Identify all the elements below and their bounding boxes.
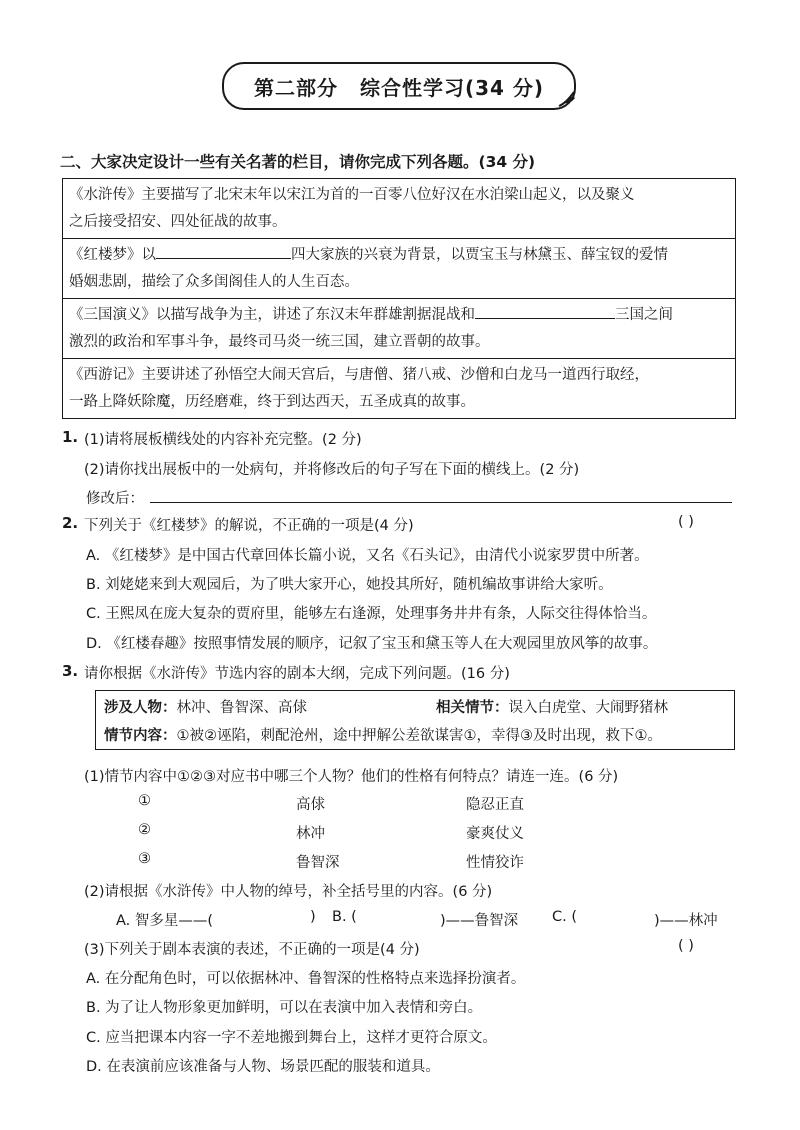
board-text: 《红楼梦》以 [69, 247, 156, 263]
people-value: 林冲、鲁智深、高俅 [176, 700, 307, 716]
leaf-icon [556, 88, 578, 110]
q3-option-b: B. 为了让人物形象更加鲜明，可以在表演中加入表情和旁白。 [86, 1000, 483, 1016]
board-text: 三国之间 [615, 307, 673, 323]
match-trait[interactable]: 性情狡诈 [466, 855, 524, 871]
board-cell-sanguo [63, 298, 735, 358]
board-cell-honglou [63, 238, 735, 298]
nickname-c: C. ( [552, 909, 577, 925]
part-title: 综合性学习(34 分) [359, 75, 545, 100]
board-text: 之后接受招安、四处征战的故事。 [69, 214, 287, 230]
q2-option-d: D. 《红楼春趣》按照事情发展的顺序，记叙了宝玉和黛玉等人在大观园里放风筝的故事。 [86, 636, 658, 652]
answer-line[interactable] [150, 502, 732, 503]
content-label: 情节内容： [104, 728, 177, 744]
match-num[interactable]: ③ [138, 851, 151, 867]
board-text: 《西游记》主要讲述了孙悟空大闹天宫后，与唐僧、猪八戒、沙僧和白龙马一道西行取经， [69, 367, 649, 383]
script-outline-box [95, 690, 735, 750]
plot-value: 误入白虎堂、大闹野猪林 [508, 700, 668, 716]
question-number: 3. [62, 662, 79, 680]
board-text: 一路上降妖除魔，历经磨难，终于到达西天，五圣成真的故事。 [69, 394, 475, 410]
q1-part1: (1)请将展板横线处的内容补充完整。(2 分) [84, 432, 362, 448]
q2-option-a: A. 《红楼梦》是中国古代章回体长篇小说，又名《石头记》，由清代小说家罗贯中所著。 [86, 548, 649, 564]
question-number: 2. [62, 514, 79, 532]
q3-option-c: C. 应当把课本内容一字不差地搬到舞台上，这样才更符合原文。 [86, 1030, 497, 1046]
board-cell-xiyou [63, 358, 735, 418]
people-label: 涉及人物： [104, 700, 177, 716]
nickname-c-close: )——林冲 [654, 913, 718, 929]
q3-option-d: D. 在表演前应该准备与人物、场景匹配的服装和道具。 [86, 1059, 440, 1075]
q1-part2: (2)请你找出展板中的一处病句，并将修改后的句子写在下面的横线上。(2 分) [84, 462, 580, 478]
fill-blank-2[interactable] [475, 302, 615, 319]
q2-option-c: C. 王熙凤在庞大复杂的贾府里，能够左右逢源，处理事务井井有条，人际交往得体恰当。 [86, 606, 657, 622]
q3-stem: 请你根据《水浒传》节选内容的剧本大纲，完成下列问题。(16 分) [84, 666, 510, 682]
match-trait[interactable]: 隐忍正直 [466, 797, 524, 813]
match-name[interactable]: 高俅 [296, 797, 325, 813]
q3-option-a: A. 在分配角色时，可以依据林冲、鲁智深的性格特点来选择扮演者。 [86, 971, 526, 987]
match-trait[interactable]: 豪爽仗义 [466, 826, 524, 842]
section-heading: 二、大家决定设计一些有关名著的栏目，请你完成下列各题。(34 分) [60, 153, 536, 171]
part-label: 第二部分 [253, 75, 338, 100]
nickname-a: A. 智多星——( [116, 913, 214, 929]
nickname-b-close: )——鲁智深 [440, 913, 519, 929]
board-text: 《水浒传》主要描写了北宋末年以宋江为首的一百零八位好汉在水泊梁山起义，以及聚义 [69, 187, 635, 203]
revision-label: 修改后： [86, 491, 144, 507]
q3-sub3: (3)下列关于剧本表演的表述，不正确的一项是(4 分) [84, 942, 420, 958]
match-name[interactable]: 林冲 [296, 826, 325, 842]
plot-label: 相关情节： [436, 700, 509, 716]
fill-blank-1[interactable] [156, 242, 291, 259]
question-number: 1. [62, 428, 79, 446]
board-text: 激烈的政治和军事斗争，最终司马炎一统三国，建立晋朝的故事。 [69, 334, 490, 350]
exhibition-board [62, 178, 736, 419]
board-cell-shuihu [63, 179, 735, 238]
match-num[interactable]: ① [138, 793, 151, 809]
board-text: 《三国演义》以描写战争为主，讲述了东汉末年群雄割据混战和 [69, 307, 475, 323]
q3-sub2: (2)请根据《水浒传》中人物的绰号，补全括号里的内容。(6 分) [84, 884, 493, 900]
board-text: 婚姻悲剧，描绘了众多闺阁佳人的人生百态。 [69, 274, 359, 290]
q2-stem: 下列关于《红楼梦》的解说，不正确的一项是(4 分) [84, 518, 414, 534]
q3-sub1: (1)情节内容中①②③对应书中哪三个人物？他们的性格有何特点？请连一连。(6 分) [84, 769, 619, 785]
match-num[interactable]: ② [138, 822, 151, 838]
content-value: ①被②诬陷，刺配沧州，途中押解公差欲谋害①，幸得③及时出现，救下①。 [176, 728, 662, 744]
q2-option-b: B. 刘姥姥来到大观园后，为了哄大家开心，她投其所好，随机编故事讲给大家听。 [86, 577, 613, 593]
board-text: 四大家族的兴衰为背景，以贾宝玉与林黛玉、薛宝钗的爱情 [291, 247, 668, 263]
part-banner [222, 62, 576, 110]
nickname-a-close: ) [310, 909, 316, 925]
answer-paren[interactable]: ( ) [678, 938, 694, 954]
match-name[interactable]: 鲁智深 [296, 855, 340, 871]
answer-paren[interactable]: ( ) [678, 514, 694, 530]
nickname-b: B. ( [332, 909, 357, 925]
